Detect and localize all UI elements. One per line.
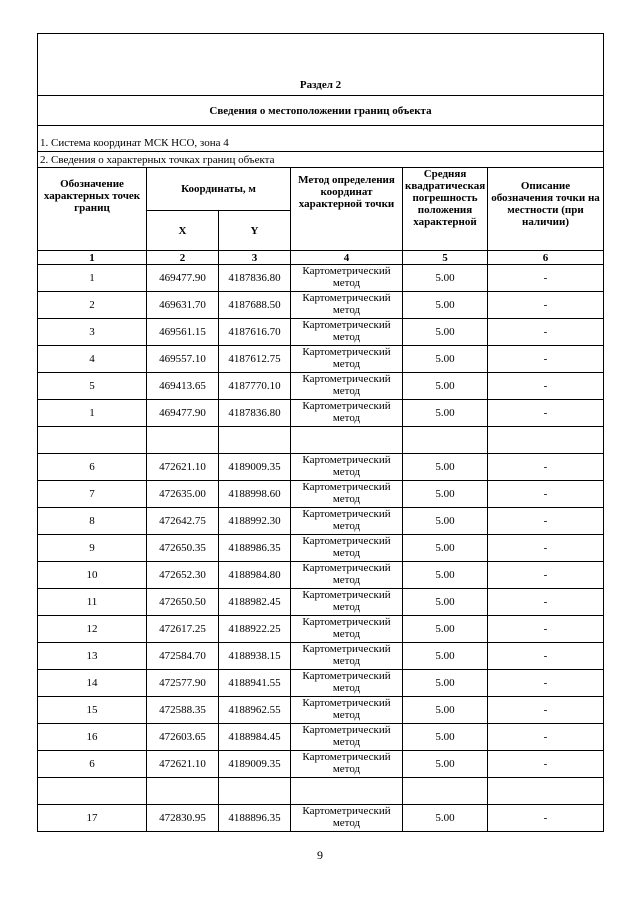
table-title: Сведения о местоположении границ объекта — [38, 96, 604, 126]
description-cell: - — [488, 535, 604, 562]
column-number: 1 — [38, 251, 147, 265]
point-cell: 7 — [38, 481, 147, 508]
point-cell: 15 — [38, 697, 147, 724]
x-cell: 472621.10 — [147, 454, 219, 481]
boundary-table — [37, 33, 604, 832]
accuracy-cell: 5.00 — [403, 535, 488, 562]
table-row — [38, 805, 604, 832]
table-row — [38, 454, 604, 481]
y-cell: 4188941.55 — [219, 670, 291, 697]
table-row — [38, 292, 604, 319]
x-cell: 472830.95 — [147, 805, 219, 832]
point-cell: 8 — [38, 508, 147, 535]
point-cell: 6 — [38, 454, 147, 481]
column-number-row — [38, 251, 604, 265]
table-row — [38, 265, 604, 292]
y-cell — [219, 778, 291, 805]
x-cell: 472617.25 — [147, 616, 219, 643]
method-cell: Картометрический метод — [291, 670, 403, 697]
accuracy-cell: 5.00 — [403, 724, 488, 751]
table-row — [38, 373, 604, 400]
x-cell: 472650.50 — [147, 589, 219, 616]
accuracy-cell: 5.00 — [403, 346, 488, 373]
accuracy-cell: 5.00 — [403, 805, 488, 832]
description-cell: - — [488, 643, 604, 670]
accuracy-cell: 5.00 — [403, 508, 488, 535]
y-cell: 4187616.70 — [219, 319, 291, 346]
accuracy-cell: 5.00 — [403, 373, 488, 400]
y-cell: 4189009.35 — [219, 454, 291, 481]
method-cell: Картометрический метод — [291, 373, 403, 400]
description-cell — [488, 427, 604, 454]
method-cell: Картометрический метод — [291, 562, 403, 589]
header-x: X — [147, 211, 219, 251]
description-cell: - — [488, 400, 604, 427]
header-accuracy: Средняя квадратическая погрешность положения характерной — [403, 168, 488, 251]
y-cell: 4188992.30 — [219, 508, 291, 535]
char-points-row — [38, 152, 604, 168]
method-cell: Картометрический метод — [291, 751, 403, 778]
char-points-title: 2. Сведения о характерных точках границ объекта — [38, 152, 604, 168]
table-title-row — [38, 96, 604, 126]
point-cell: 13 — [38, 643, 147, 670]
description-cell: - — [488, 751, 604, 778]
description-cell: - — [488, 292, 604, 319]
accuracy-cell: 5.00 — [403, 589, 488, 616]
column-number: 2 — [147, 251, 219, 265]
y-cell: 4188922.25 — [219, 616, 291, 643]
y-cell — [219, 427, 291, 454]
description-cell: - — [488, 346, 604, 373]
point-cell — [38, 778, 147, 805]
table-row — [38, 427, 604, 454]
description-cell: - — [488, 724, 604, 751]
x-cell: 469413.65 — [147, 373, 219, 400]
accuracy-cell: 5.00 — [403, 454, 488, 481]
table-row — [38, 724, 604, 751]
method-cell: Картометрический метод — [291, 346, 403, 373]
column-number: 6 — [488, 251, 604, 265]
method-cell: Картометрический метод — [291, 400, 403, 427]
accuracy-cell — [403, 778, 488, 805]
x-cell: 469561.15 — [147, 319, 219, 346]
header-row-1 — [38, 168, 604, 211]
y-cell: 4187836.80 — [219, 400, 291, 427]
accuracy-cell: 5.00 — [403, 670, 488, 697]
table-row — [38, 778, 604, 805]
table-row — [38, 670, 604, 697]
x-cell: 472584.70 — [147, 643, 219, 670]
column-number: 4 — [291, 251, 403, 265]
accuracy-cell: 5.00 — [403, 319, 488, 346]
column-number: 5 — [403, 251, 488, 265]
table-row — [38, 697, 604, 724]
x-cell: 472642.75 — [147, 508, 219, 535]
y-cell: 4188986.35 — [219, 535, 291, 562]
table-row — [38, 346, 604, 373]
method-cell: Картометрический метод — [291, 643, 403, 670]
description-cell: - — [488, 481, 604, 508]
point-cell: 9 — [38, 535, 147, 562]
method-cell: Картометрический метод — [291, 697, 403, 724]
accuracy-cell: 5.00 — [403, 751, 488, 778]
accuracy-cell: 5.00 — [403, 616, 488, 643]
table-row — [38, 562, 604, 589]
point-cell: 17 — [38, 805, 147, 832]
point-cell: 2 — [38, 292, 147, 319]
header-designation: Обозначение характерных точек границ — [38, 168, 147, 251]
x-cell: 469557.10 — [147, 346, 219, 373]
table-row — [38, 481, 604, 508]
table-row — [38, 319, 604, 346]
y-cell: 4188982.45 — [219, 589, 291, 616]
coord-system: 1. Система координат МСК НСО, зона 4 — [38, 126, 604, 152]
x-cell: 469477.90 — [147, 265, 219, 292]
header-description: Описание обозначения точки на местности (при наличии) — [488, 168, 604, 251]
x-cell: 472621.10 — [147, 751, 219, 778]
description-cell: - — [488, 508, 604, 535]
page-number: 9 — [317, 848, 323, 862]
point-cell: 11 — [38, 589, 147, 616]
y-cell: 4187688.50 — [219, 292, 291, 319]
method-cell: Картометрический метод — [291, 265, 403, 292]
accuracy-cell: 5.00 — [403, 643, 488, 670]
point-cell: 16 — [38, 724, 147, 751]
accuracy-cell: 5.00 — [403, 697, 488, 724]
description-cell: - — [488, 670, 604, 697]
x-cell — [147, 778, 219, 805]
point-cell: 5 — [38, 373, 147, 400]
x-cell: 472652.30 — [147, 562, 219, 589]
header-method: Метод определения координат характерной точки — [291, 168, 403, 251]
method-cell: Картометрический метод — [291, 292, 403, 319]
y-cell: 4189009.35 — [219, 751, 291, 778]
accuracy-cell: 5.00 — [403, 400, 488, 427]
point-cell: 10 — [38, 562, 147, 589]
table-row — [38, 643, 604, 670]
x-cell: 469477.90 — [147, 400, 219, 427]
y-cell: 4188896.35 — [219, 805, 291, 832]
y-cell: 4188938.15 — [219, 643, 291, 670]
x-cell: 472650.35 — [147, 535, 219, 562]
accuracy-cell: 5.00 — [403, 292, 488, 319]
method-cell: Картометрический метод — [291, 616, 403, 643]
accuracy-cell: 5.00 — [403, 562, 488, 589]
description-cell: - — [488, 319, 604, 346]
point-cell: 1 — [38, 265, 147, 292]
method-cell — [291, 427, 403, 454]
y-cell: 4188998.60 — [219, 481, 291, 508]
x-cell: 472635.00 — [147, 481, 219, 508]
description-cell — [488, 778, 604, 805]
method-cell: Картометрический метод — [291, 319, 403, 346]
method-cell: Картометрический метод — [291, 508, 403, 535]
table-row — [38, 535, 604, 562]
description-cell: - — [488, 265, 604, 292]
section-title: Раздел 2 — [38, 34, 604, 96]
y-cell: 4187836.80 — [219, 265, 291, 292]
description-cell: - — [488, 589, 604, 616]
y-cell: 4188984.80 — [219, 562, 291, 589]
point-cell: 12 — [38, 616, 147, 643]
method-cell: Картометрический метод — [291, 589, 403, 616]
x-cell: 472588.35 — [147, 697, 219, 724]
x-cell: 469631.70 — [147, 292, 219, 319]
point-cell: 4 — [38, 346, 147, 373]
accuracy-cell: 5.00 — [403, 481, 488, 508]
point-cell: 6 — [38, 751, 147, 778]
section-row — [38, 34, 604, 96]
x-cell: 472603.65 — [147, 724, 219, 751]
accuracy-cell — [403, 427, 488, 454]
method-cell: Картометрический метод — [291, 724, 403, 751]
point-cell — [38, 427, 147, 454]
header-coordinates: Координаты, м — [147, 168, 291, 211]
column-number: 3 — [219, 251, 291, 265]
x-cell: 472577.90 — [147, 670, 219, 697]
description-cell: - — [488, 697, 604, 724]
method-cell: Картометрический метод — [291, 535, 403, 562]
accuracy-cell: 5.00 — [403, 265, 488, 292]
table-row — [38, 616, 604, 643]
header-y: Y — [219, 211, 291, 251]
method-cell: Картометрический метод — [291, 481, 403, 508]
y-cell: 4188984.45 — [219, 724, 291, 751]
table-row — [38, 400, 604, 427]
y-cell: 4187770.10 — [219, 373, 291, 400]
table-row — [38, 508, 604, 535]
point-cell: 3 — [38, 319, 147, 346]
x-cell — [147, 427, 219, 454]
method-cell: Картометрический метод — [291, 805, 403, 832]
coord-system-row — [38, 126, 604, 152]
description-cell: - — [488, 454, 604, 481]
method-cell — [291, 778, 403, 805]
point-cell: 1 — [38, 400, 147, 427]
description-cell: - — [488, 562, 604, 589]
point-cell: 14 — [38, 670, 147, 697]
description-cell: - — [488, 805, 604, 832]
method-cell: Картометрический метод — [291, 454, 403, 481]
table-row — [38, 751, 604, 778]
y-cell: 4188962.55 — [219, 697, 291, 724]
table-row — [38, 589, 604, 616]
description-cell: - — [488, 373, 604, 400]
y-cell: 4187612.75 — [219, 346, 291, 373]
description-cell: - — [488, 616, 604, 643]
